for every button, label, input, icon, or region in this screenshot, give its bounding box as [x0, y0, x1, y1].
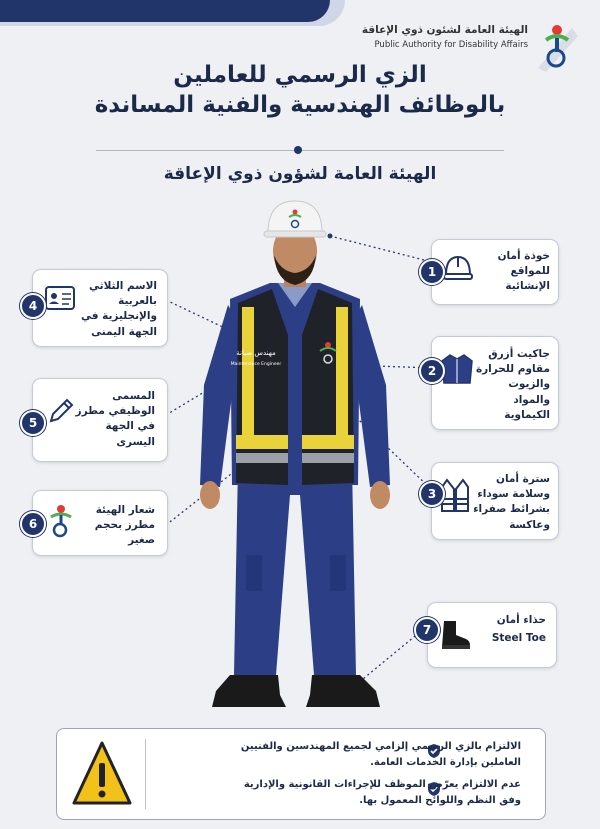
- item-card-2: [431, 336, 559, 430]
- warning-icon: [71, 739, 133, 809]
- item-text-7: حذاء أمان: [496, 614, 546, 626]
- page-title-line1: الزي الرسمي للعاملين: [173, 62, 427, 88]
- id-card-icon: [45, 286, 75, 310]
- item-text-4: الاسم الثلاثي بالعربية والإنجليزية في الجهة اليمنى: [80, 280, 157, 338]
- item-number-2: 2: [419, 358, 445, 384]
- vest-job-title: مهندس صيانة: [236, 349, 276, 357]
- item-text-6: شعار الهيئة مطرز بحجم صغير: [94, 504, 155, 547]
- item-number-5: 5: [20, 410, 46, 436]
- item-card-3: [431, 462, 559, 540]
- jacket-icon: [440, 351, 474, 387]
- item-card-5: [32, 378, 168, 462]
- notice-divider: [145, 739, 146, 809]
- org-name-ar: الهيئة العامة لشئون ذوي الإعاقة: [361, 24, 528, 36]
- org-name-en: Public Authority for Disability Affairs: [374, 40, 528, 50]
- item-number-7: 7: [414, 617, 440, 643]
- item-text-5: المسمى الوظيفي مطرز في الجهة اليسرى: [75, 390, 155, 448]
- page-subtitle: الهيئة العامة لشؤون ذوي الإعاقة: [163, 164, 437, 184]
- item-number-4: 4: [20, 293, 46, 319]
- item-number-1: 1: [419, 259, 445, 285]
- pen-icon: [47, 397, 75, 425]
- uniform-figure: [190, 195, 400, 725]
- notice-line-2: عدم الالتزام يعرّض الموظف للإجراءات القانونية والإدارية وفق النظم واللوائح المعمول بها.: [243, 779, 521, 806]
- notice-line-1: الالتزام بالزي الرسمي إلزامي لجميع المهندسين والفنيين العاملين بإدارة الخدمات العامة.: [240, 741, 521, 768]
- authority-logo-small-icon: [47, 503, 75, 539]
- boot-icon: [438, 617, 472, 651]
- item-number-6: 6: [20, 511, 46, 537]
- item-text-3: سترة أمان وسلامة سوداء بشرائط صفراء وعاكسة: [473, 473, 550, 531]
- item-number-3: 3: [419, 481, 445, 507]
- item-card-6: [32, 490, 168, 556]
- item-text-2: جاكيت أزرق مقاوم للحرارة والزيوت والمواد الكيماوية: [475, 348, 550, 421]
- page-title-line2: بالوظائف الهندسية والفنية المساندة: [94, 92, 506, 118]
- item-card-7: [427, 602, 557, 668]
- item-text-1: خوذة أمان للمواقع الإنشائية: [497, 250, 550, 293]
- helmet-icon: [442, 253, 474, 287]
- item-card-1: [431, 239, 559, 305]
- item-text-7-en: Steel Toe: [491, 632, 546, 644]
- compliance-notice: [56, 728, 546, 820]
- vest-job-title-en: Maintenance Engineer: [230, 362, 282, 367]
- item-card-4: [32, 269, 168, 347]
